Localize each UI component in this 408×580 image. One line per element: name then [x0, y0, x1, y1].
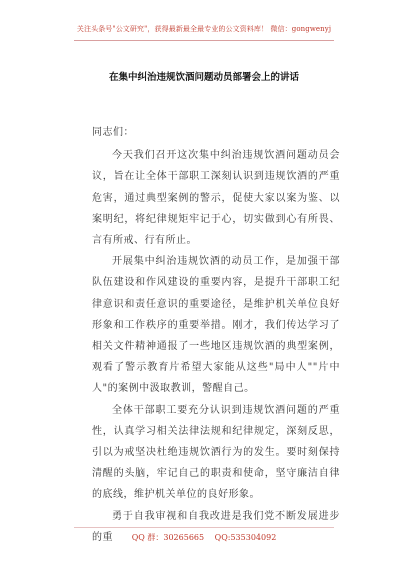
- salutation: 同志们：: [92, 127, 134, 138]
- header-banner: 关注头条号"公文研究"，获得最新最全最专业的公文资料库！ 微信：gongwenyj: [76, 25, 332, 33]
- paragraph-2: 开展集中纠治违规饮酒的动员工作，是加强干部队伍建设和作风建设的重要内容，是提升干部职工纪律意识和责任意识的重要途径，是维护机关单位良好形象和工作秩序的重要举措。刚才，我们传达学习了相关文件精神通报了一些地区违规饮酒的典型案例，观看了警示教育片希望大家能从这些"局中人""片中人"的案例中汲取教训，警醒自己。: [92, 256, 340, 395]
- footer-divider: [74, 527, 334, 528]
- paragraph-3: 全体干部职工要充分认识到违规饮酒问题的严重性，认真学习相关法律法规和纪律规定，深刻反思，引以为戒坚决杜绝违规饮酒行为的发生。要时刻保持清醒的头脑，牢记自己的职责和使命，坚守廉洁自律的底线，维护机关单位的良好形象。: [92, 404, 340, 501]
- paragraph-4: 勇于自我审视和自我改进是我们党不断发展进步的重: [92, 510, 340, 543]
- document-body: [92, 122, 340, 548]
- paragraph-1: 今天我们召开这次集中纠治违规饮酒问题动员会议，旨在让全体干部职工深刻认识到违规饮酒的严重危害，通过典型案例的警示，促使大家以案为鉴、以案明纪，将纪律规矩牢记于心，切实做到心有所畏、言有所戒、行有所止。: [92, 150, 340, 247]
- footer-qq-group: QQ 群：30265665: [131, 533, 205, 542]
- footer-qq: QQ:535304092: [214, 533, 277, 542]
- header-divider: [74, 40, 334, 41]
- footer-contact: [0, 532, 408, 543]
- document-title: 在集中纠治违规饮酒问题动员部署会上的讲话: [108, 72, 299, 83]
